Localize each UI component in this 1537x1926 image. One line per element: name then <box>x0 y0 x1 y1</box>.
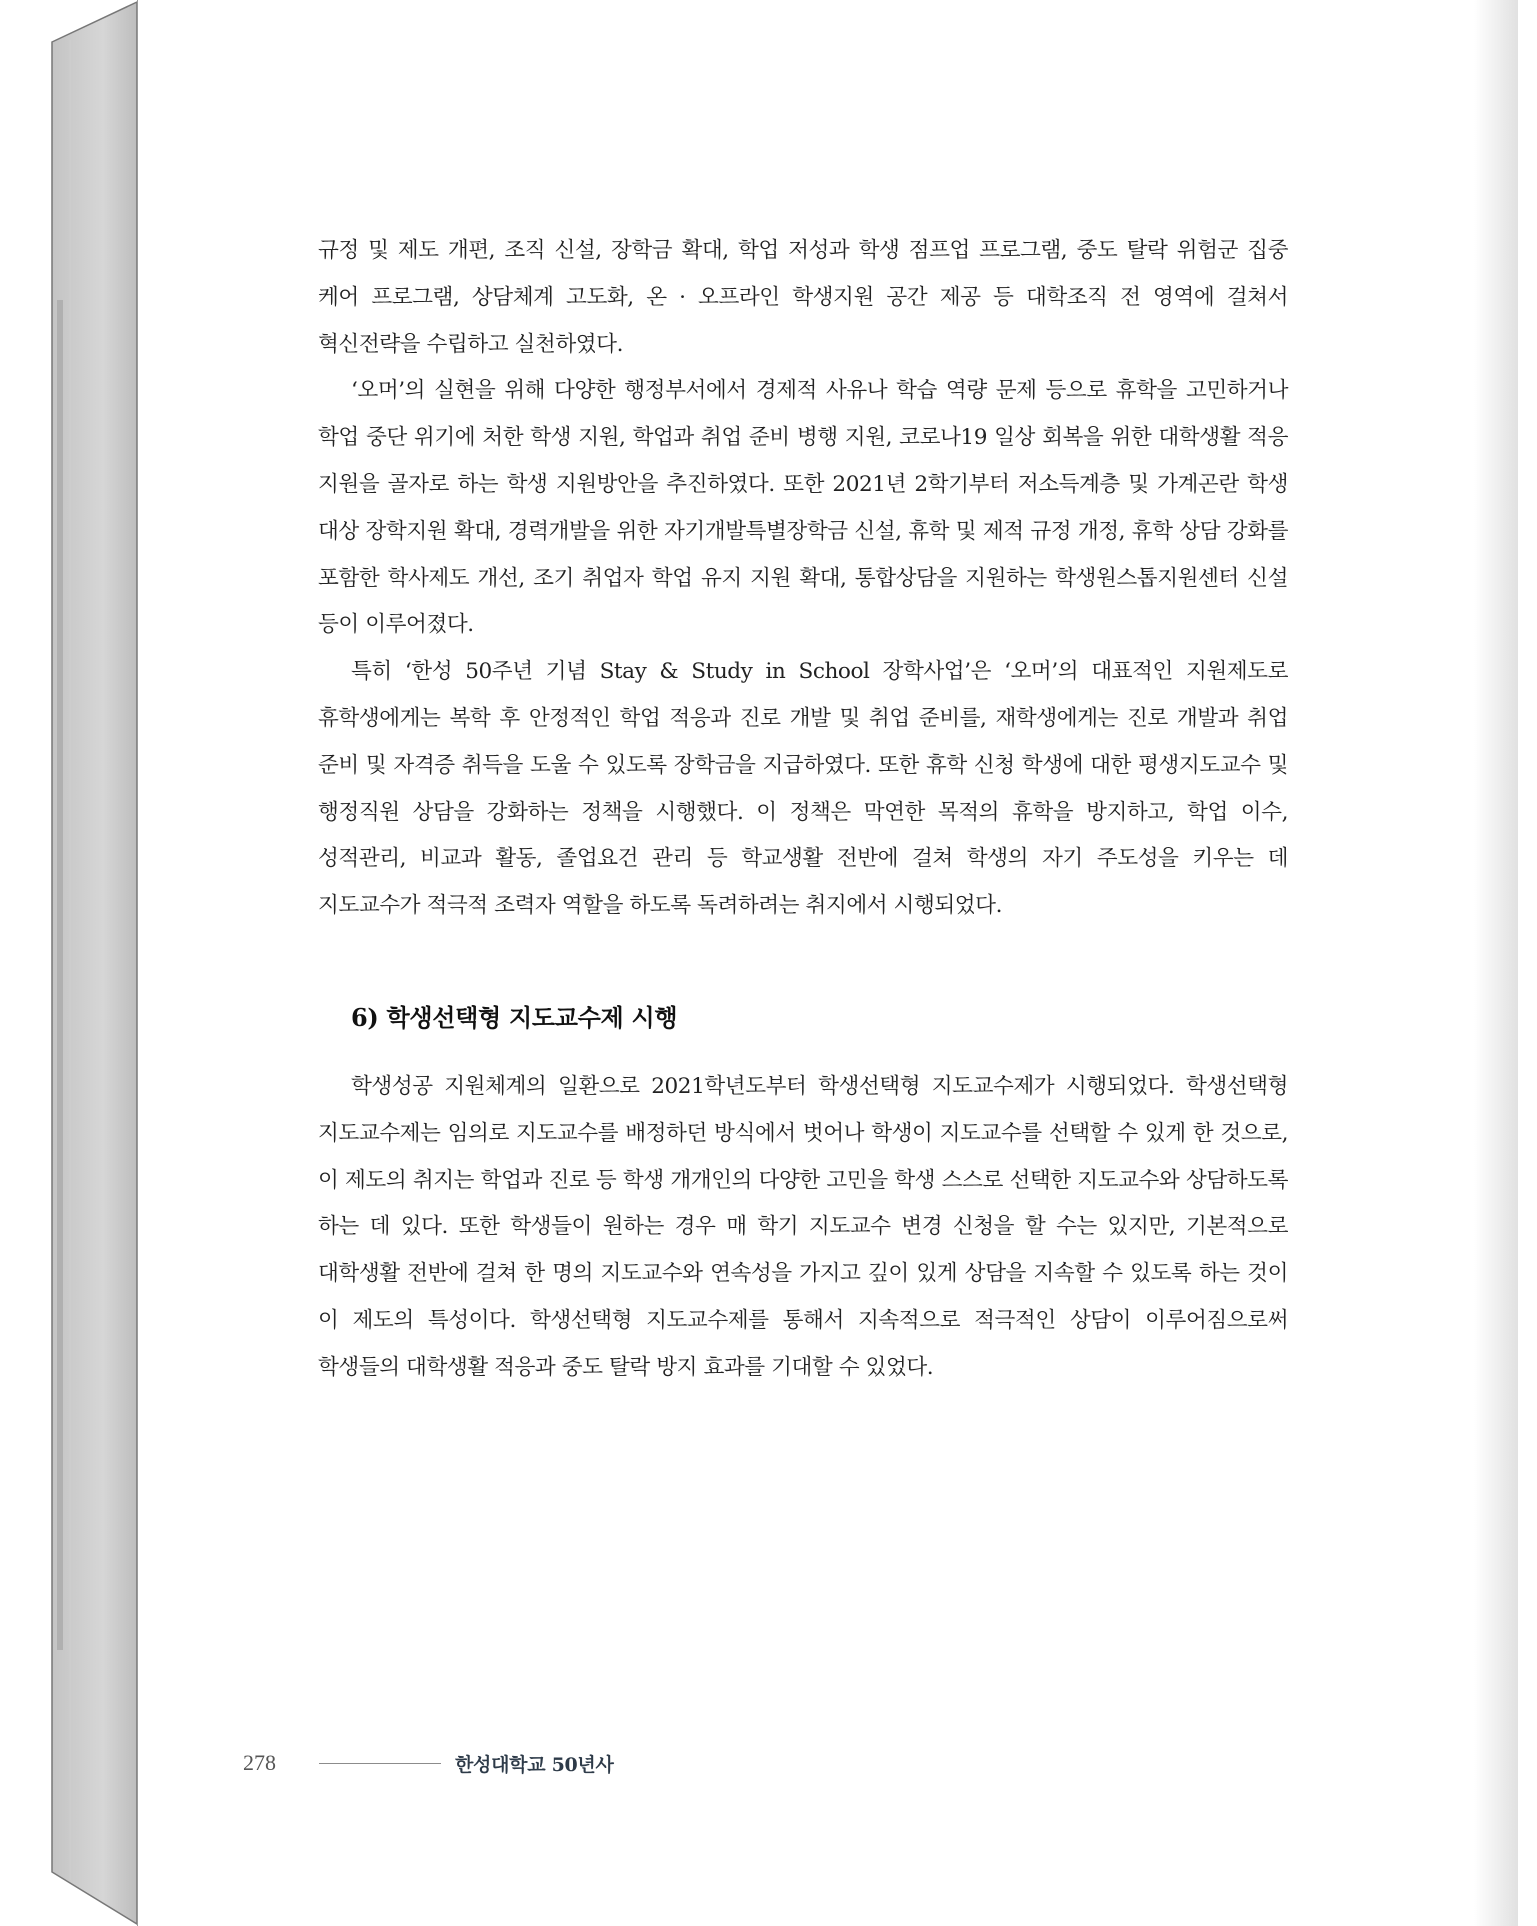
page-number: 278 <box>243 1750 276 1775</box>
section-paragraph-1: 학생성공 지원체계의 일환으로 2021학년도부터 학생선택형 지도교수제가 시행되었다. 학생선택형 지도교수제는 임의로 지도교수를 배정하던 방식에서 벗어나 학생이 지도교수를 선택할 수 있게 한 것으로, 이 제도의 취지는 학업과 진로 등 학생 개개인의 다양한 고민을 학생 스스로 선택한 지도교수와 상담하도록 하는 데 있다. 또한 학생들이 원하는 경우 매 학기 지도교수 변경 신청을 할 수는 있지만, 기본적으로 대학생활 전반에 걸쳐 한 명의 지도교수와 연속성을 가지고 깊이 있게 상담을 지속할 수 있도록 하는 것이 이 제도의 특성이다. 학생선택형 지도교수제를 통해서 지속적으로 적극적인 상담이 이루어짐으로써 학생들의 대학생활 적응과 중도 탈락 방지 효과를 기대할 수 있었다. <box>318 1073 1288 1380</box>
body-paragraph-2: ‘오머’의 실현을 위해 다양한 행정부서에서 경제적 사유나 학습 역량 문제 등으로 휴학을 고민하거나 학업 중단 위기에 처한 학생 지원, 학업과 취업 준비 병행 지원, 코로나19 일상 회복을 위한 대학생활 적응 지원을 골자로 하는 학생 지원방안을 추진하였다. 또한 2021년 2학기부터 저소득계층 및 가계곤란 학생 대상 장학지원 확대, 경력개발을 위한 자기개발특별장학금 신설, 휴학 및 제적 규정 개정, 휴학 상담 강화를 포함한 학사제도 개선, 조기 취업자 학업 유지 지원 확대, 통합상담을 지원하는 학생원스톱지원센터 신설 등이 이루어졌다. <box>318 378 1288 638</box>
body-paragraph-1: 규정 및 제도 개편, 조직 신설, 장학금 확대, 학업 저성과 학생 점프업 프로그램, 중도 탈락 위험군 집중 케어 프로그램, 상담체계 고도화, 온 · 오프라인 학생지원 공간 제공 등 대학조직 전 영역에 걸쳐서 혁신전략을 수립하고 실천하였다. <box>318 238 1288 357</box>
footer-divider <box>319 1763 441 1764</box>
book-page <box>137 0 1518 1926</box>
running-title: 한성대학교 50년사 <box>455 1753 614 1776</box>
page-body <box>318 228 1288 1392</box>
section-heading: 6) 학생선택형 지도교수제 시행 <box>351 1002 678 1032</box>
book-page-stack-edge <box>0 0 140 1926</box>
page-footer <box>243 1748 614 1778</box>
page-curl-shadow <box>1474 0 1518 1926</box>
body-paragraph-3: 특히 ‘한성 50주년 기념 Stay & Study in School 장학사업’은 ‘오머’의 대표적인 지원제도로 휴학생에게는 복학 후 안정적인 학업 적응과 진로 개발 및 취업 준비를, 재학생에게는 진로 개발과 취업 준비 및 자격증 취득을 도울 수 있도록 장학금을 지급하였다. 또한 휴학 신청 학생에 대한 평생지도교수 및 행정직원 상담을 강화하는 정책을 시행했다. 이 정책은 막연한 목적의 휴학을 방지하고, 학업 이수, 성적관리, 비교과 활동, 졸업요건 관리 등 학교생활 전반에 걸쳐 학생의 자기 주도성을 키우는 데 지도교수가 적극적 조력자 역할을 하도록 독려하려는 취지에서 시행되었다. <box>318 659 1288 919</box>
